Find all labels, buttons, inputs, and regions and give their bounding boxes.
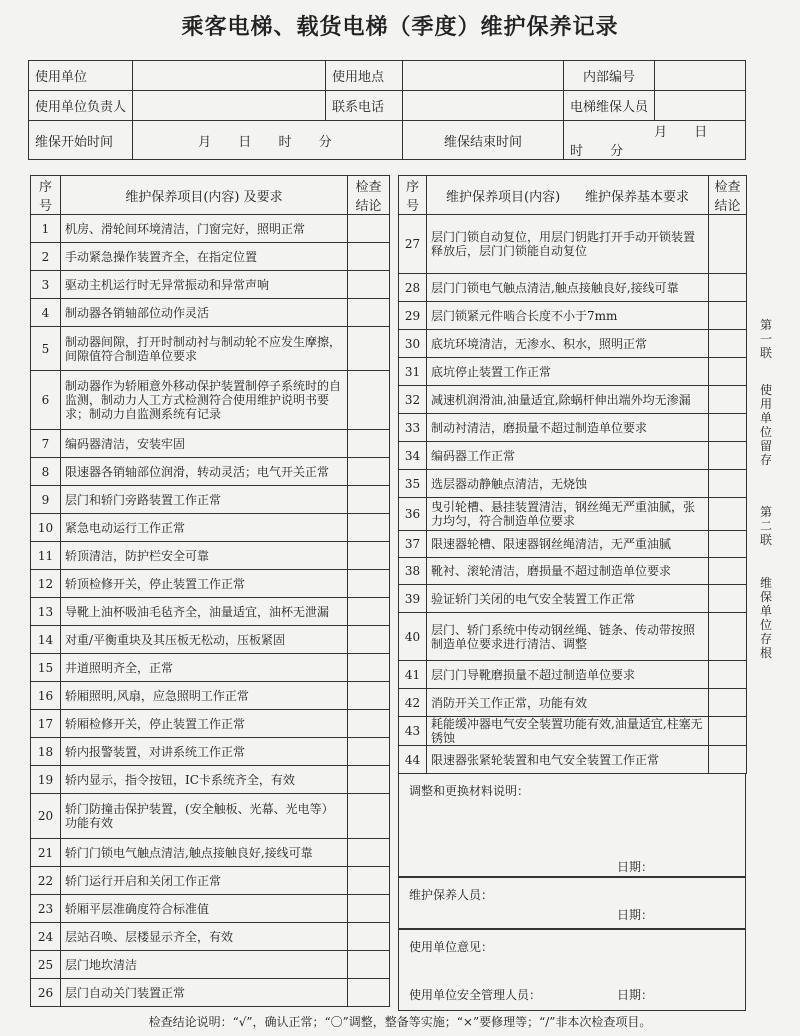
item-no: 27 [399,215,427,274]
start-time-label: 维保开始时间 [29,121,133,160]
table-row [31,710,390,738]
item-no: 23 [31,895,61,923]
check-result-cell[interactable] [348,598,390,626]
phone-label: 联系电话 [326,91,403,121]
item-text: 轿厢检修开关，停止装置工作正常 [61,710,348,738]
item-no: 14 [31,626,61,654]
item-no: 24 [31,923,61,951]
item-text: 紧急电动运行工作正常 [61,514,348,542]
item-no: 32 [399,386,427,414]
item-text: 底坑环境清洁，无渗水、积水，照明正常 [427,330,709,358]
item-text: 层门自动关门装置正常 [61,979,348,1007]
left-no-header: 序号 [31,176,61,215]
check-result-cell[interactable] [348,626,390,654]
table-row [31,299,390,327]
opinion-date-label: 日期： [617,988,654,1002]
check-result-cell[interactable] [709,498,747,531]
item-no: 21 [31,839,61,867]
table-row [399,358,747,386]
check-result-cell[interactable] [709,330,747,358]
end-day: 日 [694,125,708,140]
right-result-header: 检查结论 [709,176,747,215]
item-no: 39 [399,585,427,613]
internal-no-label: 内部编号 [564,61,655,91]
item-no: 22 [31,867,61,895]
check-result-cell[interactable] [709,442,747,470]
safety-label: 使用单位安全管理人员： [409,988,542,1002]
check-result-cell[interactable] [709,358,747,386]
start-hour: 时 [278,134,292,150]
item-no: 5 [31,327,61,371]
table-row [31,867,390,895]
check-result-cell[interactable] [348,430,390,458]
table-row [31,951,390,979]
table-row [31,514,390,542]
table-row [399,498,747,531]
item-text: 层门门锁电气触点清洁,触点接触良好,接线可靠 [427,274,709,302]
item-text: 减速机润滑油,油量适宜,除蜗杆伸出端外均无渗漏 [427,386,709,414]
table-row [31,430,390,458]
user-unit-field[interactable] [133,61,326,91]
item-text: 底坑停止装置工作正常 [427,358,709,386]
check-result-cell[interactable] [709,661,747,689]
check-result-cell[interactable] [709,531,747,558]
item-text: 耗能缓冲器电气安全装置功能有效,油量适宜,柱塞无锈蚀 [427,717,709,746]
end-minute: 分 [610,144,624,159]
check-result-cell[interactable] [348,951,390,979]
check-result-cell[interactable] [348,738,390,766]
table-row [399,302,747,330]
table-row [31,738,390,766]
item-no: 29 [399,302,427,330]
item-text: 井道照明齐全，正常 [61,654,348,682]
table-row [399,215,747,274]
item-no: 2 [31,243,61,271]
maintainer-label: 电梯维保人员 [564,91,655,121]
check-result-cell[interactable] [709,717,747,746]
unit-manager-label: 使用单位负责人 [29,91,133,121]
table-row [399,746,747,774]
item-no: 17 [31,710,61,738]
item-no: 3 [31,271,61,299]
item-text: 手动紧急操作装置齐全，在指定位置 [61,243,348,271]
table-row [31,327,390,371]
end-time-label: 维保结束时间 [403,121,564,160]
table-row [31,682,390,710]
item-text: 层门、轿门系统中传动钢丝绳、链条、传动带按照制造单位要求进行清洁、调整 [427,613,709,661]
item-no: 31 [399,358,427,386]
start-month: 月 [198,134,212,150]
item-text: 轿门运行开启和关闭工作正常 [61,867,348,895]
table-row [31,542,390,570]
right-items-table [398,175,747,774]
item-no: 18 [31,738,61,766]
table-row [31,979,390,1007]
item-no: 41 [399,661,427,689]
table-row [399,414,747,442]
table-row [31,486,390,514]
item-text: 限速器张紧轮装置和电气安全装置工作正常 [427,746,709,774]
item-text: 轿顶清洁，防护栏安全可靠 [61,542,348,570]
item-text: 限速器各销轴部位润滑，转动灵活；电气开关正常 [61,458,348,486]
opinion-notes-box[interactable] [398,929,746,1011]
item-text: 层门门导靴磨损量不超过制造单位要求 [427,661,709,689]
item-no: 38 [399,558,427,585]
phone-field[interactable] [403,91,564,121]
item-text: 轿内显示，指令按钮，IC卡系统齐全，有效 [61,766,348,794]
copy2-desc: 维保单位存根 [759,576,772,660]
right-req-header: 维护保养基本要求 [584,189,689,205]
table-row [399,613,747,661]
table-row [399,274,747,302]
check-result-cell[interactable] [348,542,390,570]
item-no: 28 [399,274,427,302]
check-result-cell[interactable] [348,299,390,327]
item-text: 轿门门锁电气触点清洁,触点接触良好,接线可靠 [61,839,348,867]
item-no: 15 [31,654,61,682]
table-row [31,923,390,951]
item-text: 制动器间隙，打开时制动衬与制动轮不应发生摩擦，间隙值符合制造单位要求 [61,327,348,371]
item-no: 6 [31,371,61,430]
check-result-cell[interactable] [709,558,747,585]
adjust-label: 调整和更换材料说明： [409,784,530,798]
item-text: 制动器各销轴部位动作灵活 [61,299,348,327]
item-text: 层门地坎清洁 [61,951,348,979]
check-result-cell[interactable] [709,215,747,274]
item-text: 选层器动静触点清洁，无烧蚀 [427,470,709,498]
table-row [31,794,390,839]
adjust-date-label: 日期： [617,860,654,874]
item-text: 曳引轮槽、悬挂装置清洁，钢丝绳无严重油腻，张力均匀，符合制造单位要求 [427,498,709,531]
item-no: 19 [31,766,61,794]
item-text: 对重/平衡重块及其压板无松动，压板紧固 [61,626,348,654]
check-result-cell[interactable] [709,302,747,330]
table-row [31,215,390,243]
table-row [31,570,390,598]
right-item-header-cell [427,176,709,215]
table-row [399,470,747,498]
item-text: 驱动主机运行时无异常振动和异常声响 [61,271,348,299]
item-text: 层门锁紧元件啮合长度不小于7mm [427,302,709,330]
item-no: 43 [399,717,427,746]
table-row [399,386,747,414]
item-text: 轿内报警装置，对讲系统工作正常 [61,738,348,766]
check-result-cell[interactable] [348,923,390,951]
page-title: 乘客电梯、载货电梯（季度）维护保养记录 [181,14,619,40]
item-no: 40 [399,613,427,661]
table-row [31,371,390,430]
check-result-cell[interactable] [348,682,390,710]
item-text: 轿厢平层准确度符合标准值 [61,895,348,923]
table-row [31,766,390,794]
item-no: 25 [31,951,61,979]
user-unit-label: 使用单位 [29,61,133,91]
check-result-cell[interactable] [709,746,747,774]
check-result-cell[interactable] [709,585,747,613]
check-result-cell[interactable] [348,895,390,923]
check-result-cell[interactable] [348,979,390,1007]
item-text: 制动衬清洁，磨损量不超过制造单位要求 [427,414,709,442]
item-no: 16 [31,682,61,710]
right-item-header: 维护保养项目(内容) [446,189,561,205]
check-result-cell[interactable] [348,327,390,371]
start-time-field[interactable] [133,121,403,160]
header-table [28,60,746,160]
check-result-cell[interactable] [709,386,747,414]
item-text: 轿门防撞击保护装置，(安全触板、光幕、光电等）功能有效 [61,794,348,839]
check-result-cell[interactable] [348,867,390,895]
internal-no-field[interactable] [655,61,746,91]
table-row [399,585,747,613]
table-row [31,895,390,923]
table-row [399,661,747,689]
item-text: 靴衬、滚轮清洁，磨损量不超过制造单位要求 [427,558,709,585]
check-result-cell[interactable] [348,839,390,867]
check-result-cell[interactable] [348,243,390,271]
table-row [399,717,747,746]
copy1-label: 第一联 [759,318,772,360]
maint-notes-box[interactable] [398,877,746,929]
legend: 检查结论说明：“√”，确认正常；“〇”调整，整备等实施；“×”要修理等；“/”非本次检查项目。 [148,1015,652,1029]
copy2-label: 第二联 [759,505,772,547]
left-item-header: 维护保养项目(内容) 及要求 [61,176,348,215]
item-no: 35 [399,470,427,498]
check-result-cell[interactable] [709,689,747,717]
item-no: 12 [31,570,61,598]
table-row [399,442,747,470]
item-no: 1 [31,215,61,243]
check-result-cell[interactable] [348,371,390,430]
item-no: 33 [399,414,427,442]
item-no: 13 [31,598,61,626]
left-items-table [30,175,390,1007]
copy1-desc: 使用单位留存 [759,383,772,467]
item-text: 制动器作为轿厢意外移动保护装置制停子系统时的自监测，制动力人工方式检测符合使用维护说明书要求；制动力自监测系统有记录 [61,371,348,430]
start-minute: 分 [318,134,332,150]
table-row [31,271,390,299]
item-text: 限速器轮槽、限速器钢丝绳清洁，无严重油腻 [427,531,709,558]
check-result-cell[interactable] [348,458,390,486]
check-result-cell[interactable] [709,274,747,302]
table-row [399,531,747,558]
adjust-notes-box[interactable] [398,773,746,877]
check-result-cell[interactable] [348,514,390,542]
table-row [31,243,390,271]
check-result-cell[interactable] [348,710,390,738]
item-no: 37 [399,531,427,558]
table-row [31,458,390,486]
check-result-cell[interactable] [709,470,747,498]
maint-date-label: 日期： [617,908,654,922]
item-no: 34 [399,442,427,470]
check-result-cell[interactable] [709,414,747,442]
item-text: 层门和轿门旁路装置工作正常 [61,486,348,514]
right-no-header: 序号 [399,176,427,215]
item-text: 轿厢照明,风扇，应急照明工作正常 [61,682,348,710]
item-text: 验证轿门关闭的电气安全装置工作正常 [427,585,709,613]
use-location-field[interactable] [403,61,564,91]
check-result-cell[interactable] [348,654,390,682]
unit-manager-field[interactable] [133,91,326,121]
table-row [399,330,747,358]
check-result-cell[interactable] [348,271,390,299]
opinion-label: 使用单位意见： [409,940,494,954]
check-result-cell[interactable] [348,570,390,598]
table-row [31,654,390,682]
end-time-field[interactable] [564,121,746,160]
item-text: 轿顶检修开关，停止装置工作正常 [61,570,348,598]
table-row [399,558,747,585]
maintainer-field[interactable] [655,91,746,121]
item-no: 44 [399,746,427,774]
item-no: 36 [399,498,427,531]
check-result-cell[interactable] [348,766,390,794]
start-day: 日 [238,134,252,150]
item-no: 9 [31,486,61,514]
item-text: 层门门锁自动复位，用层门钥匙打开手动开锁装置释放后，层门门锁能自动复位 [427,215,709,274]
check-result-cell[interactable] [348,794,390,839]
check-result-cell[interactable] [709,613,747,661]
table-row [31,839,390,867]
item-no: 42 [399,689,427,717]
item-no: 8 [31,458,61,486]
item-text: 层站召唤、层楼显示齐全，有效 [61,923,348,951]
left-result-header: 检查结论 [348,176,390,215]
table-row [399,689,747,717]
table-row [31,626,390,654]
item-no: 26 [31,979,61,1007]
item-no: 7 [31,430,61,458]
item-no: 11 [31,542,61,570]
table-row [31,598,390,626]
use-location-label: 使用地点 [326,61,403,91]
maint-label: 维护保养人员： [409,888,494,902]
check-result-cell[interactable] [348,486,390,514]
item-text: 编码器清洁，安装牢固 [61,430,348,458]
item-text: 编码器工作正常 [427,442,709,470]
item-text: 消防开关工作正常，功能有效 [427,689,709,717]
item-text: 机房、滑轮间环境清洁，门窗完好，照明正常 [61,215,348,243]
end-hour: 时 [570,144,584,159]
check-result-cell[interactable] [348,215,390,243]
item-no: 4 [31,299,61,327]
end-month: 月 [654,125,668,140]
item-no: 20 [31,794,61,839]
item-text: 导靴上油杯吸油毛毡齐全，油量适宜，油杯无泄漏 [61,598,348,626]
item-no: 10 [31,514,61,542]
item-no: 30 [399,330,427,358]
